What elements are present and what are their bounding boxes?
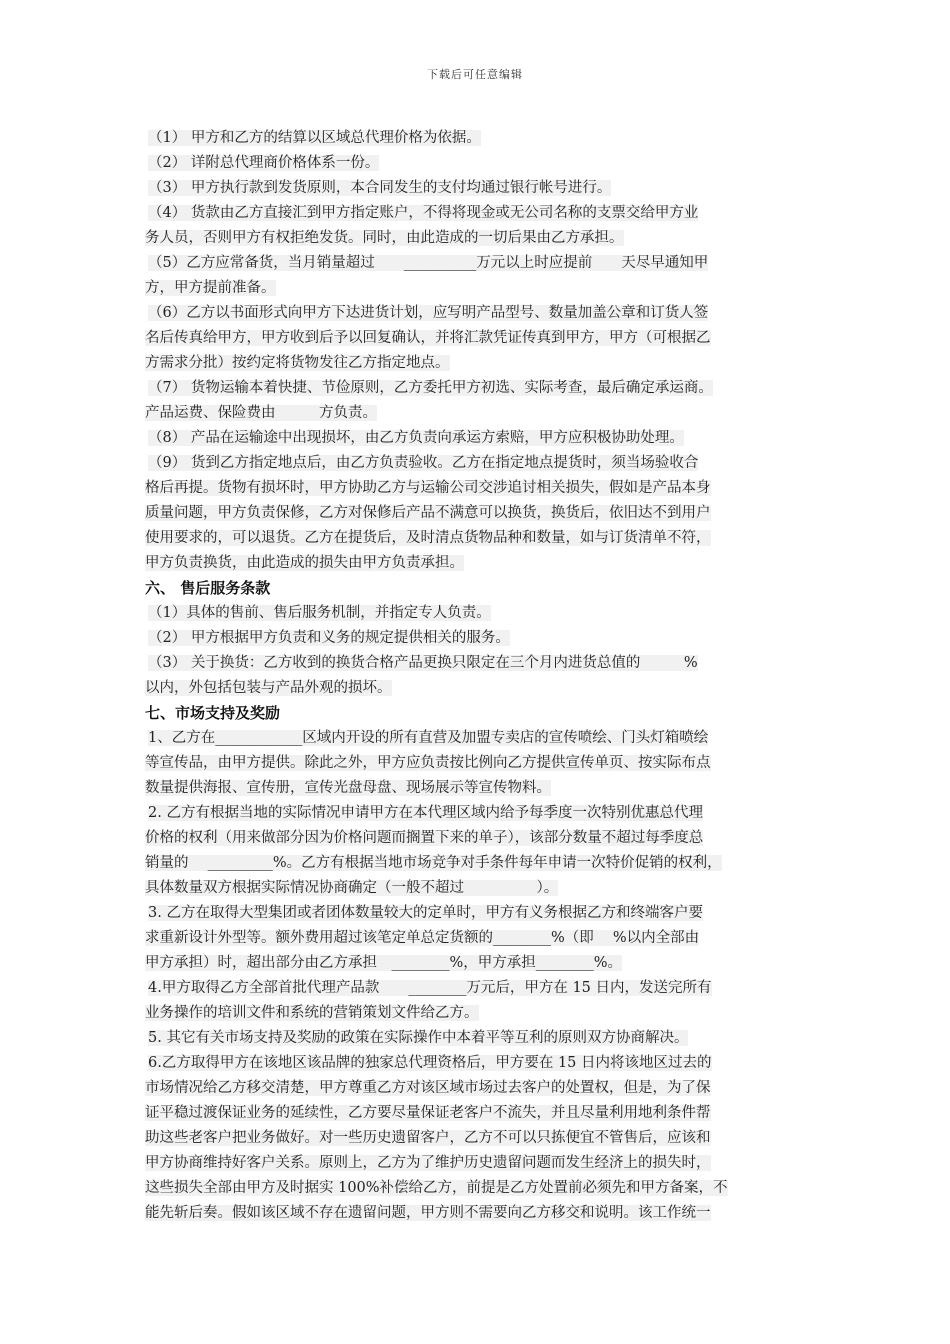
line-text: 2. 乙方有根据当地的实际情况申请甲方在本代理区域内给予每季度一次特别优惠总代理 [148,805,703,821]
paragraph-start-line [145,426,807,451]
document-body [145,126,807,1226]
line-text: （6）乙方以书面形式向甲方下达进货计划，应写明产品型号、数量加盖公章和订货人签 [148,305,709,321]
line-text: （5）乙方应常备货，当月销量超过 __________万元以上时应提前 天尽早通知甲 [148,255,709,271]
line-text: 5. 其它有关市场支持及奖励的政策在实际操作中本着平等互利的原则双方协商解决。 [148,1030,689,1046]
line-text: 3. 乙方在取得大型集团或者团体数量较大的定单时，甲方有义务根据乙方和终端客户要 [148,905,703,921]
line-text: （3） 关于换货：乙方收到的换货合格产品更换只限定在三个月内进货总值的 % [148,655,698,671]
paragraph-line [145,1201,807,1226]
paragraph-line [145,551,807,576]
line-text: 能先斩后奏。假如该区域不存在遗留问题，甲方则不需要向乙方移交和说明。该工作统一 [145,1205,711,1221]
paragraph-line [145,276,807,301]
paragraph-line [145,1076,807,1101]
paragraph-line [145,926,807,951]
line-text: （2） 甲方根据甲方负责和义务的规定提供相关的服务。 [148,630,510,646]
line-text: 销量的 _________%。乙方有根据当地市场竞争对手条件每年申请一次特价促销的权利， [145,855,722,871]
paragraph-line [145,826,807,851]
line-text: 格后再提。货物有损坏时，甲方协助乙方与运输公司交涉追讨相关损失，假如是产品本身 [145,480,711,496]
paragraph-start-line [145,126,807,151]
line-text: 务人员，否则甲方有权拒绝发货。同时，由此造成的一切后果由乙方承担。 [145,230,624,246]
paragraph-line [145,1001,807,1026]
line-text: （3） 甲方执行款到发货原则，本合同发生的支付均通过银行帐号进行。 [148,180,612,196]
line-text: 方，甲方提前准备。 [145,280,276,296]
page-header: 下载后可任意编辑 [427,68,523,81]
line-text: 甲方负责换货，由此造成的损失由甲方负责承担。 [145,555,464,571]
line-text: （8） 产品在运输途中出现损坏，由乙方负责向承运方索赔，甲方应积极协助处理。 [148,430,684,446]
paragraph-line [145,776,807,801]
line-text: 甲方协商维持好客户关系。原则上，乙方为了维护历史遗留问题而发生经济上的损失时， [145,1155,711,1171]
paragraph-start-line [145,626,807,651]
line-text: 具体数量双方根据实际情况协商确定（一般不超过 ）。 [145,880,559,896]
paragraph-start-line [145,601,807,626]
paragraph-start-line [145,651,807,676]
line-text: 使用要求的，可以退货。乙方在提货后，及时清点货物品种和数量，如与订货清单不符， [145,530,711,546]
paragraph-line [145,1151,807,1176]
paragraph-start-line [145,251,807,276]
paragraph-line [145,851,807,876]
section-heading: 六、 售后服务条款 [145,579,271,597]
line-text: 这些损失全部由甲方及时据实 100%补偿给乙方，前提是乙方处置前必须先和甲方备案，不 [145,1180,728,1196]
paragraph-line [145,476,807,501]
line-text: 产品运费、保险费由 方负责。 [145,405,377,421]
line-text: 数量提供海报、宣传册，宣传光盘母盘、现场展示等宣传物料。 [145,780,551,796]
paragraph-start-line [145,151,807,176]
paragraph-line [145,676,807,701]
paragraph-line [145,876,807,901]
paragraph-start-line [145,726,807,751]
line-text: 求重新设计外型等。额外费用超过该笔定单总定货额的________%（即 %以内全部由 [145,930,700,946]
line-text: 业务操作的培训文件和系统的营销策划文件给乙方。 [145,1005,479,1021]
paragraph-start-line [145,176,807,201]
paragraph-start-line [145,901,807,926]
paragraph-line [145,226,807,251]
paragraph-line [145,1176,807,1201]
paragraph-line [145,751,807,776]
line-text: （1） 甲方和乙方的结算以区域总代理价格为依据。 [148,130,481,146]
line-text: 4.甲方取得乙方全部首批代理产品款 ________万元后，甲方在 15 日内，发送完所有 [148,980,712,996]
paragraph-start-line [145,1026,807,1051]
paragraph-start-line [145,451,807,476]
line-text: （9） 货到乙方指定地点后，由乙方负责验收。乙方在指定地点提货时，须当场验收合 [148,455,699,471]
paragraph-start-line [145,801,807,826]
paragraph-line [145,951,807,976]
line-text: 等宣传品，由甲方提供。除此之外，甲方应负责按比例向乙方提供宣传单页、按实际布点 [145,755,711,771]
paragraph-line [145,526,807,551]
line-text: 6.乙方取得甲方在该地区该品牌的独家总代理资格后，甲方要在 15 日内将该地区过去的 [148,1055,712,1071]
paragraph-line [145,326,807,351]
line-text: （7） 货物运输本着快捷、节俭原则，乙方委托甲方初选、实际考查，最后确定承运商。 [148,380,713,396]
line-text: 助这些老客户把业务做好。对一些历史遗留客户，乙方不可以只拣便宜不管售后，应该和 [145,1130,711,1146]
paragraph-start-line [145,301,807,326]
line-text: 质量问题，甲方负责保修，乙方对保修后产品不满意可以换货，换货后，依旧达不到用户 [145,505,711,521]
line-text: 价格的权利（用来做部分因为价格问题而搁置下来的单子），该部分数量不超过每季度总 [145,830,704,846]
line-text: 证平稳过渡保证业务的延续性，乙方要尽量保证老客户不流失，并且尽量利用地利条件帮 [145,1105,711,1121]
line-text: 方需求分批）按约定将货物发往乙方指定地点。 [145,355,450,371]
line-text: 甲方承担）时，超出部分由乙方承担 ________%，甲方承担________%。 [145,955,623,971]
paragraph-start-line [145,376,807,401]
paragraph-line [145,351,807,376]
paragraph-line [145,501,807,526]
paragraph-start-line [145,976,807,1001]
line-text: 1、乙方在____________区域内开设的所有直营及加盟专卖店的宣传喷绘、门头灯箱喷绘 [148,730,709,746]
paragraph-line [145,401,807,426]
line-text: 名后传真给甲方，甲方收到后予以回复确认，并将汇款凭证传真到甲方，甲方（可根据乙 [145,330,711,346]
line-text: （1）具体的售前、售后服务机制，并指定专人负责。 [148,605,491,621]
line-text: （4） 货款由乙方直接汇到甲方指定账户，不得将现金或无公司名称的支票交给甲方业 [148,205,699,221]
paragraph-line [145,1101,807,1126]
section-heading: 七、市场支持及奖励 [145,704,281,722]
line-text: 市场情况给乙方移交清楚，甲方尊重乙方对该区域市场过去客户的处置权，但是，为了保 [145,1080,711,1096]
line-text: （2） 详附总代理商价格体系一份。 [148,155,380,171]
line-text: 以内，外包括包装与产品外观的损坏。 [145,680,392,696]
paragraph-line [145,1126,807,1151]
paragraph-start-line [145,1051,807,1076]
paragraph-start-line [145,201,807,226]
